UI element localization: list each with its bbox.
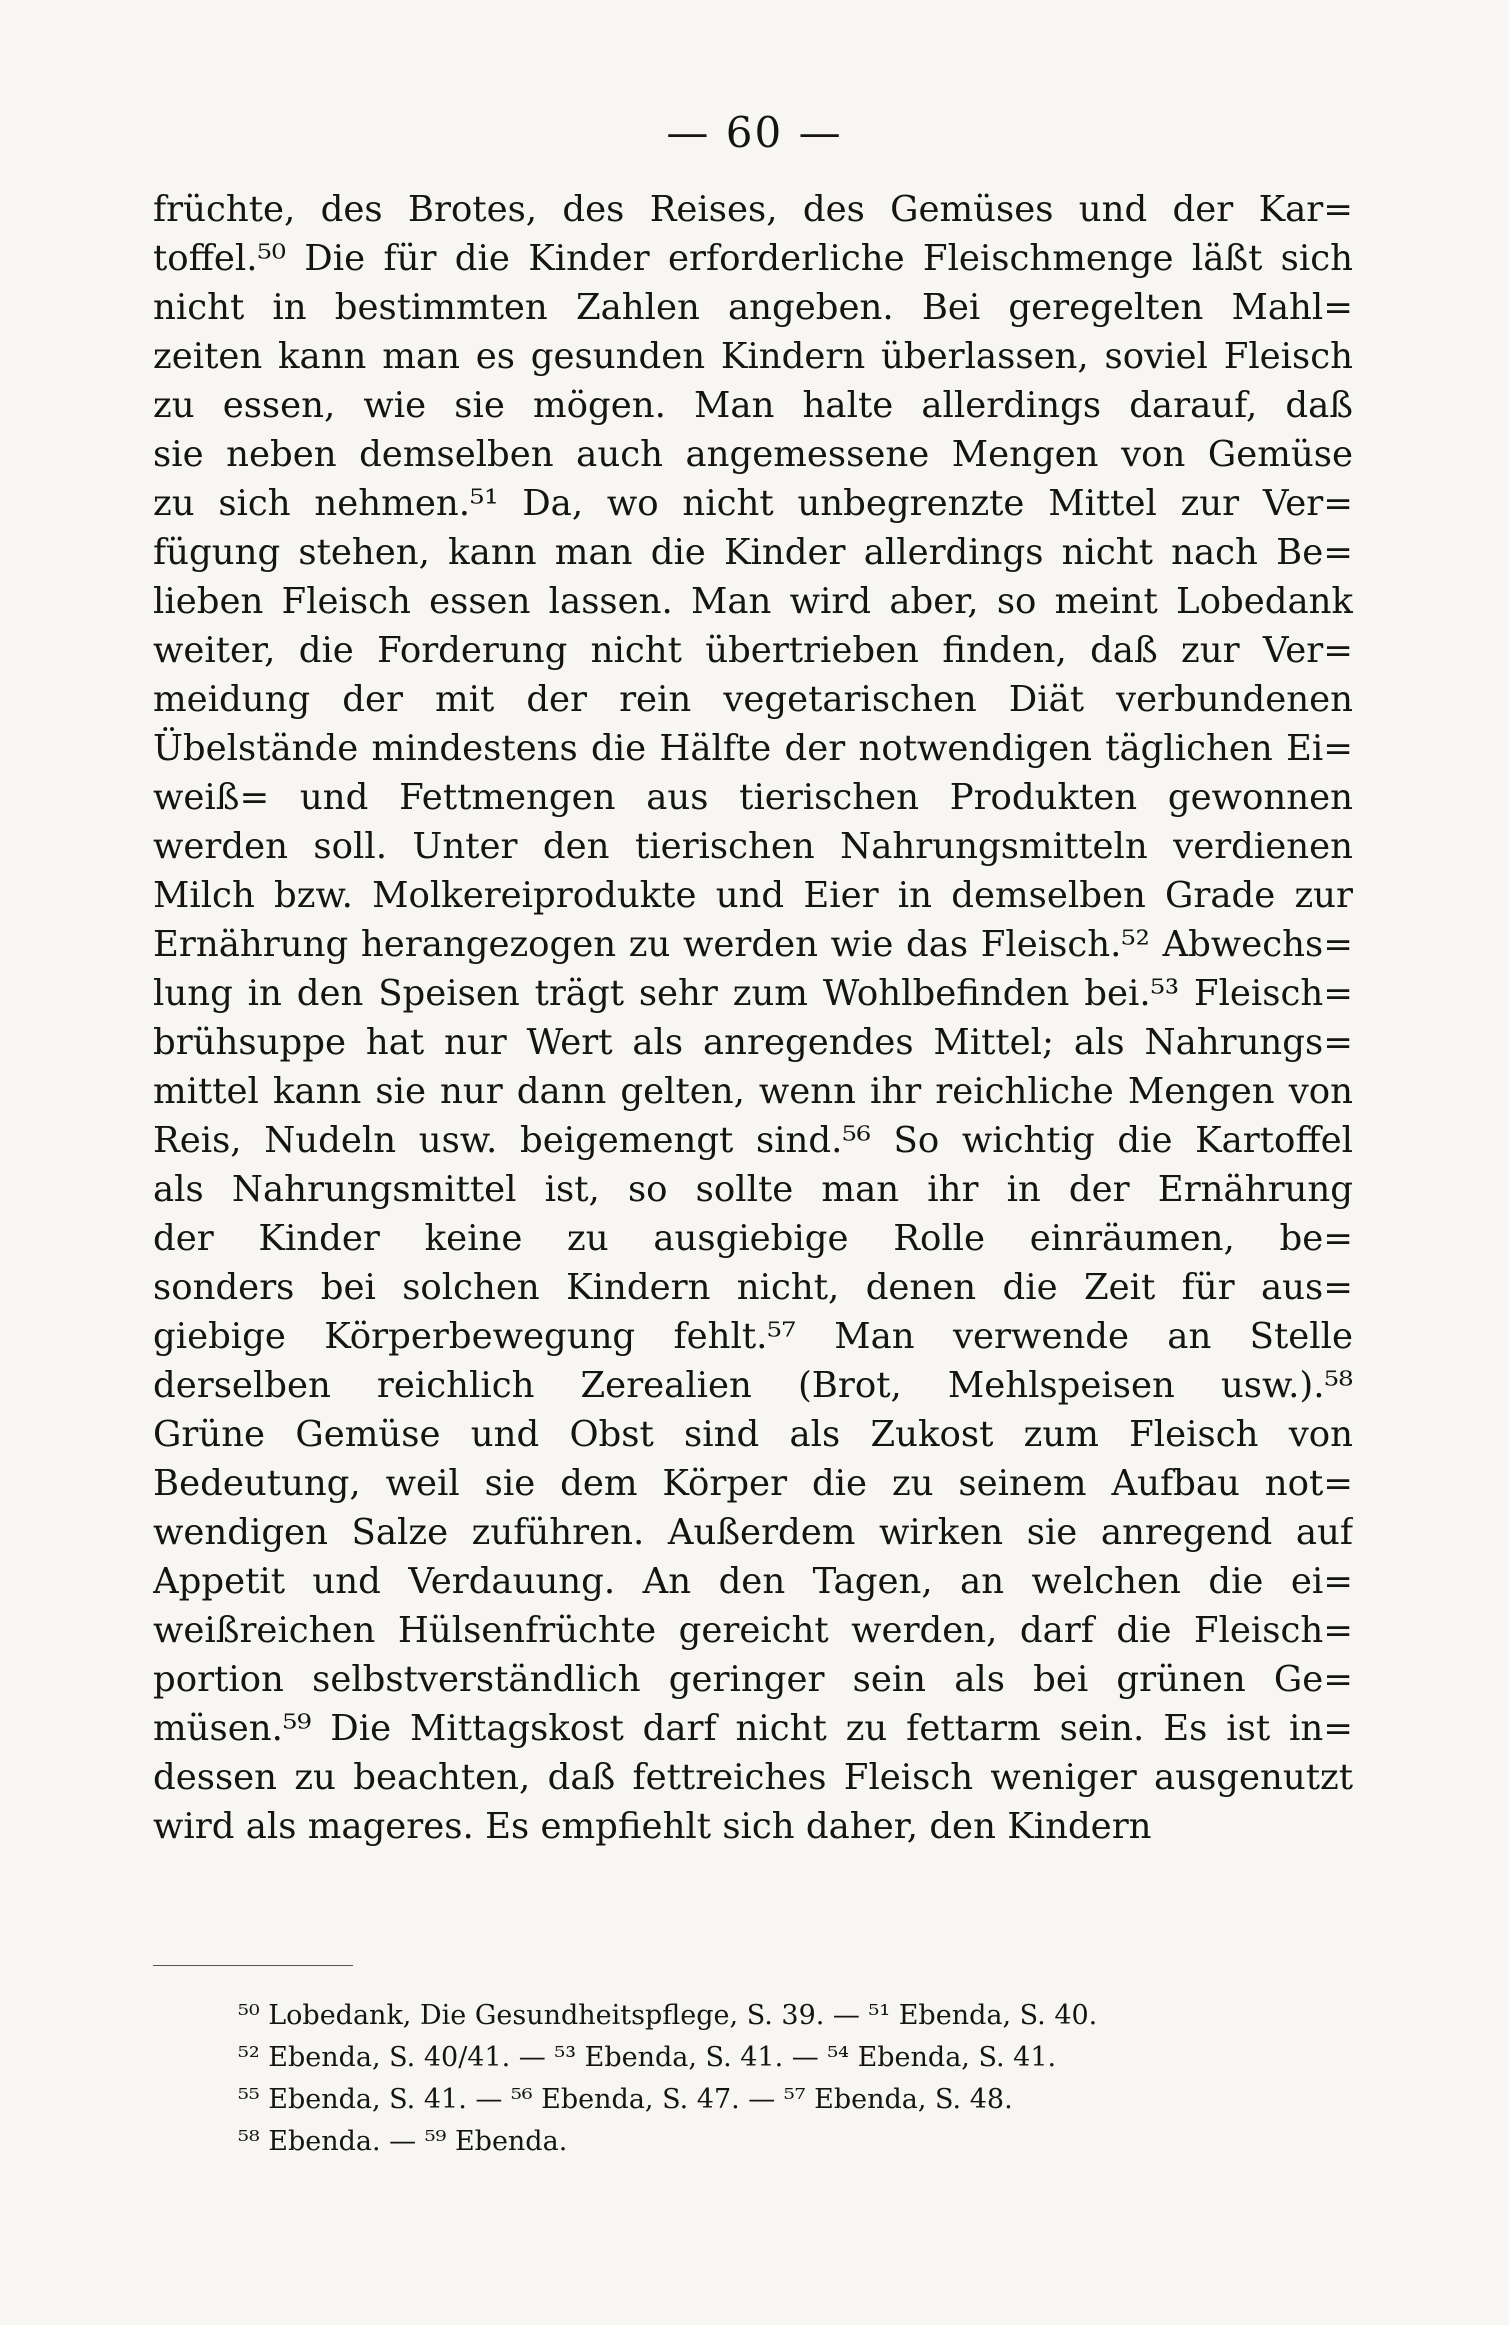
text-line: lieben Fleisch essen lassen. Man wird aber, so meint Lobedank: [153, 581, 1353, 622]
text-line: mittel kann sie nur dann gelten, wenn ihr reichliche Mengen von: [153, 1071, 1353, 1112]
text-line: als Nahrungsmittel ist, so sollte man ihr in der Ernährung: [153, 1169, 1353, 1210]
main-text: [153, 185, 1353, 1851]
footnote-divider: [153, 1965, 353, 1966]
text-line: Ernährung herangezogen zu werden wie das Fleisch.⁵² Abwechs=: [153, 924, 1353, 965]
text-line: portion selbstverständlich geringer sein als bei grünen Ge=: [153, 1659, 1353, 1700]
text-line: weißreichen Hülsenfrüchte gereicht werden, darf die Fleisch=: [153, 1610, 1353, 1651]
text-line: wird als mageres. Es empfiehlt sich daher, den Kindern: [153, 1806, 1152, 1847]
text-line: der Kinder keine zu ausgiebige Rolle einräumen, be=: [153, 1218, 1353, 1259]
footnote-line: ⁵⁵ Ebenda, S. 41. — ⁵⁶ Ebenda, S. 47. — ⁵⁷ Ebenda, S. 48.: [238, 2084, 1013, 2115]
text-line: müsen.⁵⁹ Die Mittagskost darf nicht zu fettarm sein. Es ist in=: [153, 1708, 1353, 1749]
text-line: toffel.⁵⁰ Die für die Kinder erforderliche Fleischmenge läßt sich: [153, 238, 1353, 279]
text-line: wendigen Salze zuführen. Außerdem wirken sie anregend auf: [153, 1512, 1353, 1553]
footnotes: [238, 1995, 1338, 2163]
text-line: Grüne Gemüse und Obst sind als Zukost zum Fleisch von: [153, 1414, 1353, 1455]
text-line: werden soll. Unter den tierischen Nahrungsmitteln verdienen: [153, 826, 1353, 867]
footnote-line: ⁵⁰ Lobedank, Die Gesundheitspflege, S. 39. — ⁵¹ Ebenda, S. 40.: [238, 2000, 1098, 2031]
text-line: derselben reichlich Zerealien (Brot, Mehlspeisen usw.).⁵⁸: [153, 1365, 1353, 1406]
page-number: — 60 —: [666, 108, 843, 157]
text-line: Appetit und Verdauung. An den Tagen, an welchen die ei=: [153, 1561, 1353, 1602]
footnote-line: ⁵² Ebenda, S. 40/41. — ⁵³ Ebenda, S. 41. — ⁵⁴ Ebenda, S. 41.: [238, 2042, 1057, 2073]
text-line: Reis, Nudeln usw. beigemengt sind.⁵⁶ So wichtig die Kartoffel: [153, 1120, 1353, 1161]
text-line: fügung stehen, kann man die Kinder allerdings nicht nach Be=: [153, 532, 1353, 573]
text-line: lung in den Speisen trägt sehr zum Wohlbefinden bei.⁵³ Fleisch=: [153, 973, 1353, 1014]
text-line: Milch bzw. Molkereiprodukte und Eier in demselben Grade zur: [153, 875, 1353, 916]
text-line: nicht in bestimmten Zahlen angeben. Bei geregelten Mahl=: [153, 287, 1353, 328]
text-line: weiter, die Forderung nicht übertrieben finden, daß zur Ver=: [153, 630, 1353, 671]
text-line: zu essen, wie sie mögen. Man halte allerdings darauf, daß: [153, 385, 1353, 426]
text-line: weiß= und Fettmengen aus tierischen Produkten gewonnen: [153, 777, 1353, 818]
text-line: dessen zu beachten, daß fettreiches Fleisch weniger ausgenutzt: [153, 1757, 1353, 1798]
text-line: zeiten kann man es gesunden Kindern überlassen, soviel Fleisch: [153, 336, 1353, 377]
footnote-line: ⁵⁸ Ebenda. — ⁵⁹ Ebenda.: [238, 2126, 568, 2157]
text-line: Bedeutung, weil sie dem Körper die zu seinem Aufbau not=: [153, 1463, 1353, 1504]
text-line: sonders bei solchen Kindern nicht, denen die Zeit für aus=: [153, 1267, 1353, 1308]
text-line: Übelstände mindestens die Hälfte der notwendigen täglichen Ei=: [153, 728, 1353, 769]
text-line: brühsuppe hat nur Wert als anregendes Mittel; als Nahrungs=: [153, 1022, 1353, 1063]
text-line: zu sich nehmen.⁵¹ Da, wo nicht unbegrenzte Mittel zur Ver=: [153, 483, 1353, 524]
text-line: meidung der mit der rein vegetarischen Diät verbundenen: [153, 679, 1353, 720]
text-line: giebige Körperbewegung fehlt.⁵⁷ Man verwende an Stelle: [153, 1316, 1353, 1357]
text-line: früchte, des Brotes, des Reises, des Gemüses und der Kar=: [153, 189, 1353, 230]
text-line: sie neben demselben auch angemessene Mengen von Gemüse: [153, 434, 1353, 475]
